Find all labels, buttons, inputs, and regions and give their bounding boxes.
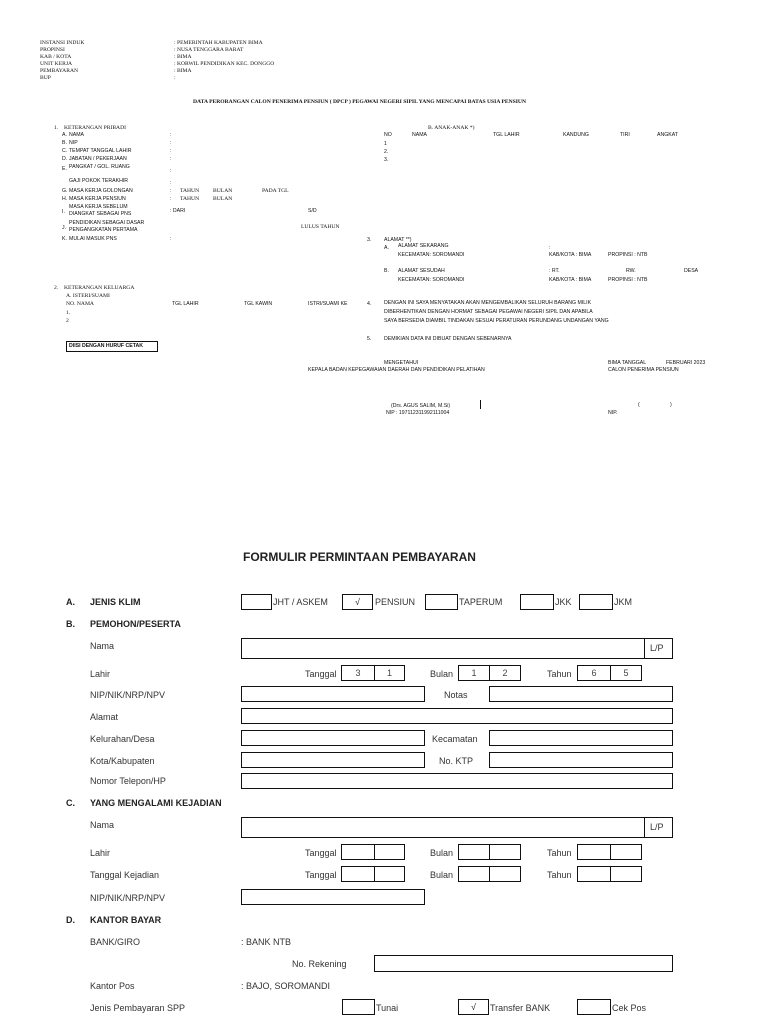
tanggal-kejadian-tanggal-digit-2[interactable] [374,866,405,882]
tanggal-kejadian-bulan-label: Bulan [430,870,454,880]
pemohon-bulan-label: Bulan [430,669,454,679]
header-value-pembayaran: : BIMA [174,68,192,74]
pemohon-nama-input[interactable] [241,638,645,659]
section2-num: 2. [54,285,59,291]
item-c-letter: C. [62,148,68,154]
rekening-label: No. Rekening [292,959,347,969]
item-k-colon: : [170,236,172,242]
pemohon-ktp-input[interactable] [489,752,673,768]
pemohon-tanggal-digit-1-value: 3 [355,668,361,678]
pemohon-telp-label: Nomor Telepon/HP [90,776,166,786]
kejadian-nip-label: NIP/NIK/NRP/NPV [90,893,166,903]
taperum-label: TAPERUM [459,597,503,607]
pernyataan-line-1: DENGAN INI SAYA MENYATAKAN AKAN MENGEMBALIKAN SELURUH BARANG MILIK [384,300,592,306]
kejadian-bulan-label: Bulan [430,848,454,858]
kejadian-nip-input[interactable] [241,889,425,905]
tanggal-kejadian-tanggal-digit-1[interactable] [341,866,375,882]
sign-mengetahui: MENGETAHUI [384,360,419,366]
item-a-label: NAMA [69,132,84,138]
text-cursor [480,400,481,409]
alamat-b-rw: RW. [626,268,636,274]
header-label-bup: BUP [40,75,51,81]
pemohon-kecamatan-input[interactable] [489,730,673,746]
item-h-tahun: TAHUN [180,196,200,202]
anak-col-tiri: TIRI [620,132,630,138]
kejadian-tanggal-label: Tanggal [305,848,337,858]
tunai-label: Tunai [376,1003,399,1013]
pemohon-bulan-digit-2[interactable] [489,665,521,681]
pemohon-ktp-label: No. KTP [439,756,474,766]
item-a-colon: : [170,132,172,138]
pernyataan-line-3: SAYA BERSEDIA DIAMBIL TINDAKAN SESUAI PERATURAN PERUNDANG UNDANGAN YANG [384,318,609,324]
alamat-a-kec: KECEMATAN: SOROMANDI [398,252,465,258]
dpcp-title: DATA PERORANGAN CALON PENERIMA PENSIUN ( DPCP ) PEGAWAI NEGERI SIPIL YANG MENCAPAI BATAS USIA PENSIUN [193,99,527,105]
sign-calon-nip: NIP. [608,410,618,416]
kejadian-nama-label: Nama [90,820,115,830]
pemohon-tahun-digit-2[interactable] [610,665,642,681]
pemohon-lahir-label: Lahir [90,669,111,679]
pemohon-tahun-digit-2-value: 5 [623,668,629,678]
jkm-checkbox[interactable] [579,594,613,610]
tanggal-kejadian-tanggal-label: Tanggal [305,870,337,880]
anak-col-kandung: KANDUNG [563,132,589,138]
item-b-letter: B. [62,140,67,146]
pemohon-notas-label: Notas [444,690,468,700]
transfer-check-mark: √ [471,1002,476,1012]
sign-bima-tanggal: BIMA TANGGAL [608,360,647,366]
pemohon-kecamatan-label: Kecamatan [432,734,478,744]
item-j-letter: J. [62,225,67,231]
cek-pos-label: Cek Pos [612,1003,647,1013]
gaji-label: GAJI POKOK TERAKHIR [69,178,128,184]
header-label-propinsi: PROPINSI [40,47,65,53]
pemohon-lp-label: L/P [650,643,664,653]
sign-kepala: KEPALA BADAN KEPEGAWAIAN DAERAH DAN PENDIDIKAN PELATIHAN [308,367,485,373]
jkm-label: JKM [614,597,632,607]
jht-checkbox[interactable] [241,594,272,610]
pemohon-nip-label: NIP/NIK/NRP/NPV [90,690,166,700]
header-value-instansi: : PEMERINTAH KABUPATEN BIMA [174,40,263,46]
item-i-label1: MASA KERJA SEBELUM [69,204,128,210]
sign-calon: CALON PENERIMA PENSIUN [608,367,679,373]
header-label-kab: KAB / KOTA [40,54,72,60]
anak-col-angkat: ANGKAT [657,132,678,138]
pemohon-alamat-input[interactable] [241,708,673,724]
item-g-letter: G. [62,188,68,194]
kejadian-bulan-digit-1[interactable] [458,844,490,860]
alamat-a-title: ALAMAT SEKARANG [398,243,449,249]
item-i-label2: DIANGKAT SEBAGAI PNS [69,211,132,217]
pernyataan-line-2: DIBERHENTIKAN DENGAN HORMAT SEBAGAI PEGAWAI NEGERI SIPIL DAN APABILA [384,309,593,315]
bank-value: : BANK NTB [241,937,292,947]
alamat-a-letter: A. [384,245,389,251]
header-value-kab: : BIMA [174,54,192,60]
item-e-label: PANGKAT / GOL. RUANG [69,164,130,170]
header-label-pembayaran: PEMBAYARAN [40,68,79,74]
pemohon-telp-input[interactable] [241,773,673,789]
jkk-label: JKK [555,597,572,607]
alamat-b-rt: : RT. [549,268,560,274]
tanggal-kejadian-tahun-digit-1[interactable] [577,866,611,882]
pemohon-bulan-digit-2-value: 2 [502,668,508,678]
transfer-bank-label: Transfer BANK [490,1003,551,1013]
jht-label: JHT / ASKEM [273,597,328,607]
sign-kepala-nip: NIP : 197112311992111004 [386,410,450,416]
alamat-b-letter: B. [384,268,389,274]
anak-row-1: 1 [384,141,387,147]
item-b-colon: : [170,140,172,146]
jkk-checkbox[interactable] [520,594,554,610]
sectionD-letter: D. [66,915,75,925]
pemohon-lp-box[interactable] [644,638,673,659]
item-k-letter: K. [62,236,67,242]
pemohon-kelurahan-label: Kelurahan/Desa [90,734,155,744]
anak-col-tgl: TGL LAHIR [493,132,520,138]
item-d-letter: D. [62,156,68,162]
kejadian-tahun-digit-2[interactable] [610,844,642,860]
item-a-letter: A. [62,132,67,138]
kejadian-tanggal-digit-1[interactable] [341,844,375,860]
pemohon-bulan-digit-1-value: 1 [471,668,477,678]
item-g-pada: PADA TGL [262,188,289,194]
item-i-dari: : DARI [170,208,186,214]
sectionD-title: KANTOR BAYAR [90,915,162,925]
rekening-input[interactable] [374,955,673,972]
item-d-label: JABATAN / PEKERJAAN [69,156,127,162]
sign-paren-close: ) [670,402,672,408]
kejadian-tahun-label: Tahun [547,848,572,858]
sign-bulan-tahun: FEBRUARI 2023 [666,360,706,366]
kejadian-lp-box[interactable] [644,817,673,838]
alamat-b-desa: DESA [684,268,699,274]
section2-title: KETERANGAN KELUARGA [64,285,135,291]
header-value-unit: : KORWIL PENDIDIKAN KEC. DONGGO [174,61,275,67]
keluarga-col-istri-ke: ISTRI/SUAMI KE [308,301,348,307]
pemohon-kelurahan-input[interactable] [241,730,425,746]
alamat-num: 3. [367,237,372,243]
anak-col-nama: NAMA [412,132,427,138]
section2-sub: A. ISTERI/SUAMI [66,293,110,299]
pemohon-tahun-digit-1-value: 6 [591,668,597,678]
item-c-colon: : [170,148,172,154]
pensiun-check-mark: √ [355,597,360,607]
pemohon-tanggal-digit-2-value: 1 [386,668,392,678]
anak-row-2: 2. [384,149,389,155]
form2-title: FORMULIR PERMINTAAN PEMBAYARAN [243,550,476,564]
kantor-pos-label: Kantor Pos [90,981,135,991]
item-j-label1: PENDIDIKAN SEBAGAI DASAR [69,220,145,226]
item-h-label: MASA KERJA PENSIUN [69,196,126,202]
item-j-lulus: LULUS TAHUN [301,224,340,230]
sign-paren-open: ( [638,402,640,408]
pensiun-label: PENSIUN [375,597,416,607]
section1-num: 1. [54,125,59,131]
kejadian-lp-label: L/P [650,822,664,832]
alamat-a-prop: PROPINSI : NTB [608,252,648,258]
item-g-label: MASA KERJA GOLONGAN [69,188,133,194]
pemohon-tahun-label: Tahun [547,669,572,679]
keluarga-col-nama: NO. NAMA [66,301,94,307]
item-i-letter: I. [62,209,65,215]
keluarga-col-tgl-lahir: TGL LAHIR [172,301,199,307]
sign-kepala-name: (Drs. AGUS SALIM, M.Si) [391,403,451,409]
alamat-b-prop: PROPINSI : NTB [608,277,648,283]
tanggal-kejadian-tahun-digit-2[interactable] [610,866,642,882]
item-g-bulan: BULAN [213,188,233,194]
demikian-num: 5. [367,336,372,342]
anak-title: B. ANAK-ANAK *) [428,125,475,131]
sectionB-letter: B. [66,619,75,629]
gaji-colon: : [170,180,172,186]
pensiun-checkbox[interactable] [342,594,373,610]
header-label-unit: UNIT KERJA [40,61,73,67]
pemohon-kota-label: Kota/Kabupaten [90,756,155,766]
alamat-label: ALAMAT **) [384,237,412,243]
alamat-a-kab: KAB/KOTA : BIMA [549,252,592,258]
sectionB-title: PEMOHON/PESERTA [90,619,181,629]
tunai-checkbox[interactable] [342,999,375,1015]
tanggal-kejadian-label: Tanggal Kejadian [90,870,160,880]
kejadian-lahir-label: Lahir [90,848,111,858]
sectionA-title: JENIS KLIM [90,597,141,607]
spp-label: Jenis Pembayaran SPP [90,1003,186,1013]
cek-pos-checkbox[interactable] [577,999,611,1015]
item-j-label2: PENGANGKATAN PERTAMA [69,227,138,233]
anak-row-3: 3. [384,157,389,163]
kejadian-nama-input[interactable] [241,817,645,838]
item-c-label: TEMPAT TANGGAL LAHIR [69,148,132,154]
bank-label: BANK/GIRO [90,937,141,947]
item-g-tahun: TAHUN [180,188,200,194]
item-i-sd: S/D [308,208,317,214]
anak-col-no: NO [384,132,392,138]
tanggal-kejadian-tahun-label: Tahun [547,870,572,880]
tanggal-kejadian-bulan-digit-1[interactable] [458,866,490,882]
kejadian-tanggal-digit-2[interactable] [374,844,405,860]
pemohon-bulan-digit-1[interactable] [458,665,490,681]
alamat-b-kab: KAB/KOTA : BIMA [549,277,592,283]
sectionA-letter: A. [66,597,75,607]
pemohon-nama-label: Nama [90,641,115,651]
pemohon-nip-input[interactable] [241,686,425,702]
pemohon-notas-input[interactable] [489,686,673,702]
alamat-b-kec: KECEMATAN: SOROMANDI [398,277,465,283]
item-e-letter: E. [62,166,67,172]
keluarga-col-tgl-kawin: TGL KAWIN [244,301,273,307]
item-e-colon: : [170,168,172,174]
item-b-label: NIP [69,140,78,146]
pemohon-kota-input[interactable] [241,752,425,768]
item-g-colon: : [170,188,172,194]
demikian-text: DEMIKIAN DATA INI DIBUAT DENGAN SEBENARNYA [384,336,512,342]
keluarga-row-2: 2 [66,318,69,324]
sectionC-letter: C. [66,798,75,808]
isi-cetak-box [66,341,158,352]
item-d-colon: : [170,156,172,162]
pemohon-tanggal-digit-2[interactable] [374,665,405,681]
isi-cetak-label: DIISI DENGAN HURUF CETAK [69,343,143,349]
item-h-colon: : [170,196,172,202]
header-label-instansi: INSTANSI INDUK [40,40,85,46]
header-value-bup: : [174,75,176,81]
sectionC-title: YANG MENGALAMI KEJADIAN [90,798,222,808]
item-k-label: MULAI MASUK PNS [69,236,117,242]
item-h-bulan: BULAN [213,196,233,202]
header-value-propinsi: : NUSA TENGGARA BARAT [174,47,244,53]
pemohon-alamat-label: Alamat [90,712,119,722]
section1-title: KETERANGAN PRIBADI [64,125,126,131]
tanggal-kejadian-bulan-digit-2[interactable] [489,866,521,882]
pemohon-tanggal-label: Tanggal [305,669,337,679]
taperum-checkbox[interactable] [425,594,458,610]
item-h-letter: H. [62,196,68,202]
alamat-a-colon: : [549,245,551,251]
pernyataan-num: 4. [367,301,372,307]
transfer-bank-checkbox[interactable] [458,999,489,1015]
pemohon-tanggal-digit-1[interactable] [341,665,375,681]
kejadian-bulan-digit-2[interactable] [489,844,521,860]
keluarga-row-1: 1. [66,310,71,316]
kantor-pos-value: : BAJO, SOROMANDI [241,981,331,991]
alamat-b-title: ALAMAT SESUDAH [398,268,445,274]
kejadian-tahun-digit-1[interactable] [577,844,611,860]
pemohon-tahun-digit-1[interactable] [577,665,611,681]
